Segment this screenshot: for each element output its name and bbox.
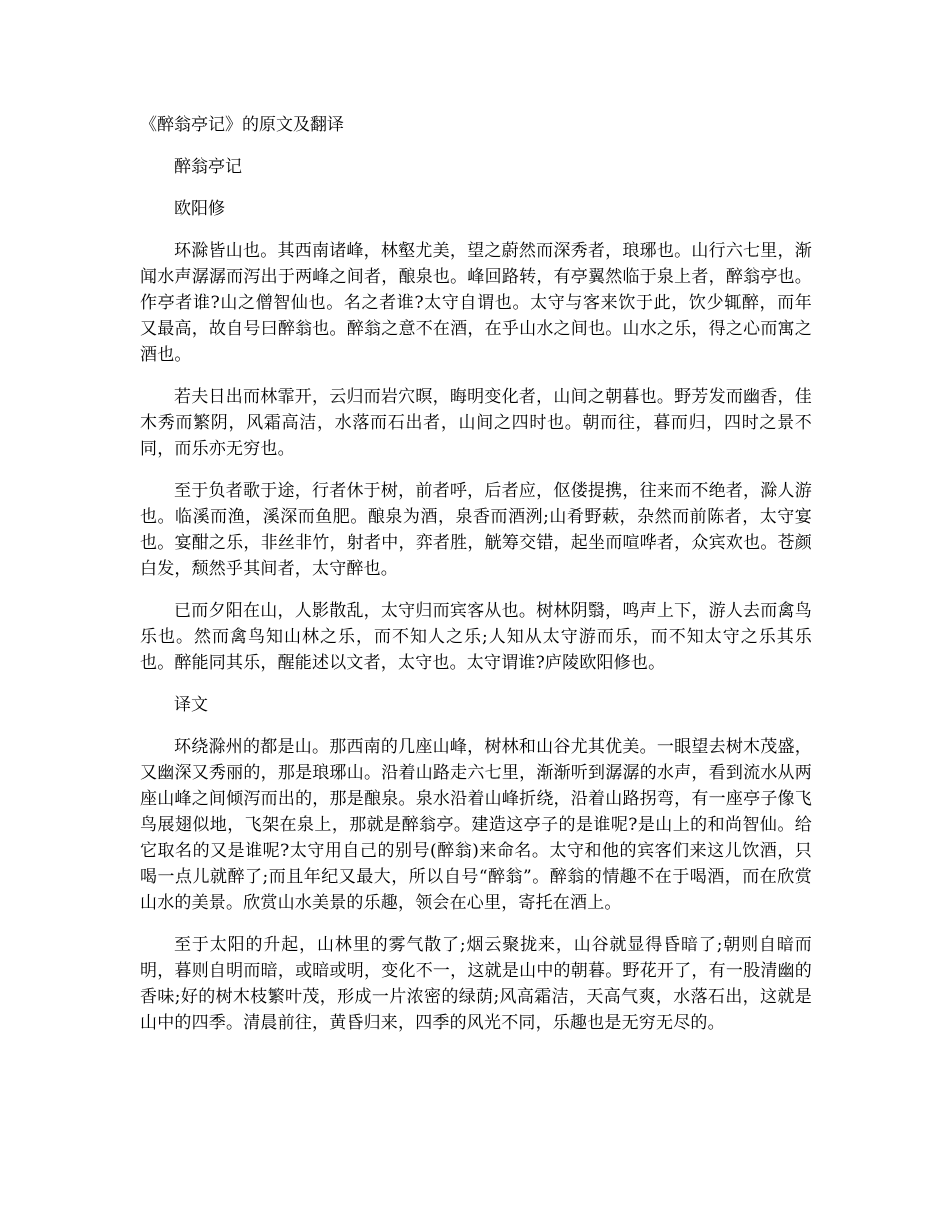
document-title: 《醉翁亭记》的原文及翻译 bbox=[140, 115, 344, 135]
translation-heading: 译文 bbox=[174, 695, 208, 715]
translation-paragraph: 环绕滁州的都是山。那西南的几座山峰，树林和山谷尤其优美。一眼望去树木茂盛，又幽深又秀丽的，那是琅琊山。沿着山路走六七里，渐渐听到潺潺的水声，看到流水从两座山峰之间倾泻而出的，那是酿泉。泉水沿着山峰折绕，沿着山路拐弯，有一座亭子像飞鸟展翅似地，飞架在泉上，那就是醉翁亭。建造这亭子的是谁呢?是山上的和尚智仙。给它取名的又是谁呢?太守用自己的别号(醉翁)来命名。太守和他的宾客们来这儿饮酒，只喝一点儿就醉了;而且年纪又最大，所以自号“醉翁”。醉翁的情趣不在于喝酒，而在欣赏山水的美景。欣赏山水美景的乐趣，领会在心里，寄托在酒上。 bbox=[140, 737, 812, 913]
original-paragraph: 已而夕阳在山，人影散乱，太守归而宾客从也。树林阴翳，鸣声上下，游人去而禽鸟乐也。然而禽鸟知山林之乐，而不知人之乐;人知从太守游而乐，而不知太守之乐其乐也。醉能同其乐，醒能述以文者，太守也。太守谓谁?庐陵欧阳修也。 bbox=[140, 601, 812, 673]
work-title: 醉翁亭记 bbox=[174, 157, 242, 177]
original-paragraph: 若夫日出而林霏开，云归而岩穴暝，晦明变化者，山间之朝暮也。野芳发而幽香，佳木秀而繁阴，风霜高洁，水落而石出者，山间之四时也。朝而往，暮而归，四时之景不同，而乐亦无穷也。 bbox=[140, 387, 812, 459]
original-paragraph: 环滁皆山也。其西南诸峰，林壑尤美，望之蔚然而深秀者，琅琊也。山行六七里，渐闻水声潺潺而泻出于两峰之间者，酿泉也。峰回路转，有亭翼然临于泉上者，醉翁亭也。作亭者谁?山之僧智仙也。名之者谁?太守自谓也。太守与客来饮于此，饮少辄醉，而年又最高，故自号曰醉翁也。醉翁之意不在酒，在乎山水之间也。山水之乐，得之心而寓之酒也。 bbox=[140, 241, 812, 365]
translation-paragraph: 至于太阳的升起，山林里的雾气散了;烟云聚拢来，山谷就显得昏暗了;朝则自暗而明，暮则自明而暗，或暗或明，变化不一，这就是山中的朝暮。野花开了，有一股清幽的香味;好的树木枝繁叶茂，形成一片浓密的绿荫;风高霜洁，天高气爽，水落石出，这就是山中的四季。清晨前往，黄昏归来，四季的风光不同，乐趣也是无穷无尽的。 bbox=[140, 935, 812, 1033]
document-page bbox=[140, 112, 812, 1052]
original-paragraph: 至于负者歌于途，行者休于树，前者呼，后者应，伛偻提携，往来而不绝者，滁人游也。临溪而渔，溪深而鱼肥。酿泉为酒，泉香而酒洌;山肴野蔌，杂然而前陈者，太守宴也。宴酣之乐，非丝非竹，射者中，弈者胜，觥筹交错，起坐而喧哗者，众宾欢也。苍颜白发，颓然乎其间者，太守醉也。 bbox=[140, 481, 812, 579]
author-name: 欧阳修 bbox=[174, 199, 225, 219]
